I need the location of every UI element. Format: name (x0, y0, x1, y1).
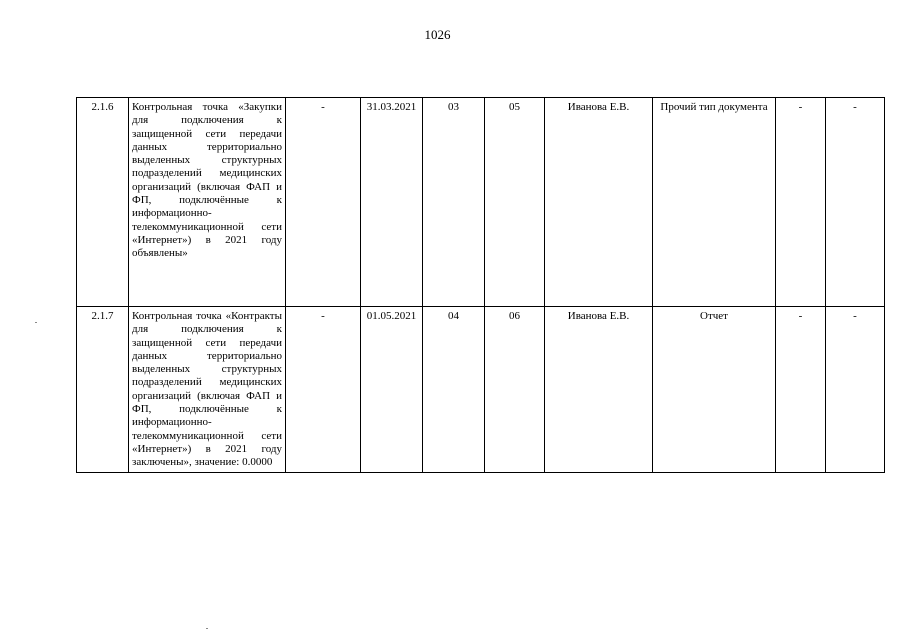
dash-cell: - (286, 307, 361, 473)
dash-cell: - (776, 307, 826, 473)
document-type-cell: Прочий тип документа (653, 98, 776, 307)
description-cell: Контрольная точка «Контракты для подключения к защищенной сети передачи данных территориально выделенных структурных подразделений медицинских организаций (включая ФАП и ФП, подключённые к информационно-телекоммуникационной сети «Интернет») в 2021 году заключены», значение: 0.0000 (129, 307, 286, 473)
scan-speck (35, 322, 37, 323)
code-cell: 05 (485, 98, 545, 307)
document-type-cell: Отчет (653, 307, 776, 473)
dash-cell: - (286, 98, 361, 307)
dash-cell: - (776, 98, 826, 307)
date-cell: 31.03.2021 (361, 98, 423, 307)
table-row (77, 98, 885, 307)
code-cell: 04 (423, 307, 485, 473)
scan-speck (206, 628, 208, 629)
row-number-cell: 2.1.7 (77, 307, 129, 473)
table-row (77, 307, 885, 473)
control-points-table (76, 97, 885, 473)
dash-cell: - (826, 307, 885, 473)
code-cell: 03 (423, 98, 485, 307)
code-cell: 06 (485, 307, 545, 473)
responsible-cell: Иванова Е.В. (545, 307, 653, 473)
page-number: 1026 (424, 27, 451, 42)
responsible-cell: Иванова Е.В. (545, 98, 653, 307)
row-number-cell: 2.1.6 (77, 98, 129, 307)
dash-cell: - (826, 98, 885, 307)
date-cell: 01.05.2021 (361, 307, 423, 473)
description-cell: Контрольная точка «Закупки для подключения к защищенной сети передачи данных территориально выделенных структурных подразделений медицинских организаций (включая ФАП и ФП, подключённые к информационно-телекоммуникационной сети «Интернет») в 2021 году объявлены» (129, 98, 286, 307)
